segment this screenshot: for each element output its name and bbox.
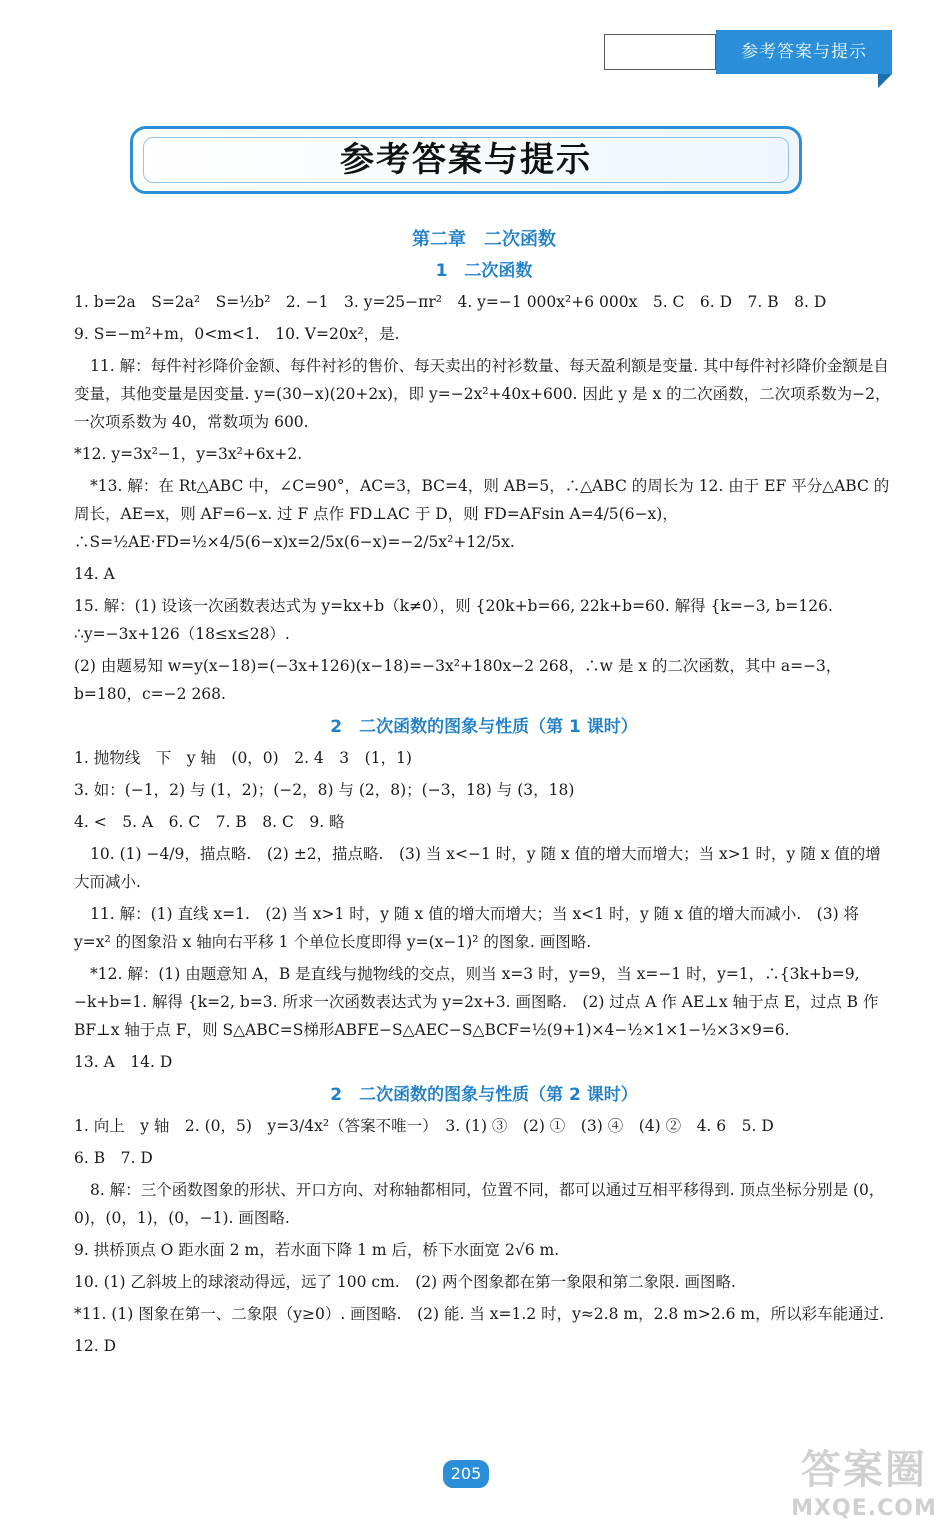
watermark-url: MXQE.COM xyxy=(791,1496,937,1521)
header-tab-fold xyxy=(878,74,892,88)
answer-paragraph: 11. 解：(1) 直线 x=1. (2) 当 x>1 时，y 随 x 值的增大而增大；当 x<1 时，y 随 x 值的增大而减小. (3) 将 y=x² 的图象沿 x 轴向右平移 1 个单位长度即得 y=(x−1)² 的图象. 画图略. xyxy=(74,905,860,951)
answer-paragraph: 1. b=2a S=2a² S=½b² 2. −1 3. y=25−πr² 4. y=−1 000x²+6 000x 5. C 6. D 7. B 8. D xyxy=(74,293,827,311)
answer-paragraph: 3. 如：(−1，2) 与 (1，2)；(−2，8) 与 (2，8)；(−3，18) 与 (3，18) xyxy=(74,781,575,799)
answer-paragraph: 9. S=−m²+m，0<m<1. 10. V=20x²，是. xyxy=(74,325,400,343)
answer-paragraph: *11. (1) 图象在第一、二象限（y≥0）. 画图略. (2) 能. 当 x=1.2 时，y≈2.8 m，2.8 m>2.6 m，所以彩车能通过. xyxy=(74,1305,885,1323)
section-heading-2: 2 二次函数的图象与性质（第 1 课时） xyxy=(330,717,638,737)
answer-paragraph: 9. 拱桥顶点 O 距水面 2 m，若水面下降 1 m 后，桥下水面宽 2√6 m. xyxy=(74,1241,560,1259)
answer-paragraph: 1. 向上 y 轴 2. (0，5) y=3/4x²（答案不唯一） 3. (1) ③ (2) ① (3) ④ (4) ② 4. 6 5. D xyxy=(74,1117,774,1135)
answer-paragraph: *12. 解：(1) 由题意知 A，B 是直线与抛物线的交点，则当 x=3 时，y=9，当 x=−1 时，y=1，∴{3k+b=9, −k+b=1. 解得 {k=2, b=3. 所求一次函数表达式为 y=2x+3. 画图略. (2) 过点 A 作 AE⊥x 轴于点 E，过点 B 作 BF⊥x 轴于点 F，则 S△ABC=S梯形ABFE−S△AEC−S△BCF=½(9+1)×4−½×1×1−½×3×9=6. xyxy=(74,965,879,1039)
answer-paragraph: 10. (1) −4/9，描点略. (2) ±2，描点略. (3) 当 x<−1 时，y 随 x 值的增大而增大；当 x>1 时，y 随 x 值的增大而减小. xyxy=(74,845,881,891)
answer-paragraph: 8. 解：三个函数图象的形状、开口方向、对称轴都相同，位置不同，都可以通过互相平移得到. 顶点坐标分别是 (0，0)，(0，1)，(0，−1). 画图略. xyxy=(74,1181,885,1227)
section-heading-3: 2 二次函数的图象与性质（第 2 课时） xyxy=(330,1085,638,1105)
answer-paragraph: 13. A 14. D xyxy=(74,1053,173,1071)
answer-paragraph: 12. D xyxy=(74,1337,117,1355)
title-banner xyxy=(130,126,802,194)
header-empty-box xyxy=(604,34,716,70)
header-tab: 参考答案与提示 xyxy=(716,30,892,74)
watermark-logo-text: 答案圈 xyxy=(801,1447,927,1493)
answer-paragraph: 1. 抛物线 下 y 轴 (0，0) 2. 4 3 (1，1) xyxy=(74,749,412,767)
watermark-logo xyxy=(784,1444,944,1530)
answer-paragraph: 15. 解：(1) 设该一次函数表达式为 y=kx+b（k≠0），则 {20k+b=66, 22k+b=60. 解得 {k=−3, b=126. ∴y=−3x+126（18≤x≤28）. xyxy=(74,597,833,643)
answer-paragraph: 14. A xyxy=(74,565,115,583)
answer-paragraph: 11. 解：每件衬衫降价金额、每件衬衫的售价、每天卖出的衬衫数量、每天盈利额是变量. 其中每件衬衫降价金额是自变量，其他变量是因变量. y=(30−x)(20+2x)，即 y=−2x²+40x+600. 因此 y 是 x 的二次函数，二次项系数为−2，一次项系数为 40，常数项为 600. xyxy=(74,357,891,431)
answer-paragraph: *13. 解：在 Rt△ABC 中，∠C=90°，AC=3，BC=4，则 AB=5，∴△ABC 的周长为 12. 由于 EF 平分△ABC 的周长，AE=x，则 AF=6−x. 过 F 点作 FD⊥AC 于 D，则 FD=AFsin A=4/5(6−x)，∴S=½AE·FD=½×4/5(6−x)x=2/5x(6−x)=−2/5x²+12/5x. xyxy=(74,477,890,551)
answer-paragraph: 10. (1) 乙斜坡上的球滚动得远，远了 100 cm. (2) 两个图象都在第一象限和第二象限. 画图略. xyxy=(74,1273,736,1291)
chapter-heading: 第二章 二次函数 xyxy=(412,229,556,250)
answers-content xyxy=(74,226,894,1364)
answer-paragraph: 6. B 7. D xyxy=(74,1149,153,1167)
answer-paragraph: *12. y=3x²−1，y=3x²+6x+2. xyxy=(74,445,303,463)
page-number-badge: 205 xyxy=(443,1460,489,1488)
answer-paragraph: (2) 由题易知 w=y(x−18)=(−3x+126)(x−18)=−3x²+180x−2 268，∴w 是 x 的二次函数，其中 a=−3，b=180，c=−2 268. xyxy=(74,657,842,703)
section-heading-1: 1 二次函数 xyxy=(435,261,533,281)
page-title: 参考答案与提示 xyxy=(340,140,592,180)
answer-paragraph: 4. < 5. A 6. C 7. B 8. C 9. 略 xyxy=(74,813,345,831)
